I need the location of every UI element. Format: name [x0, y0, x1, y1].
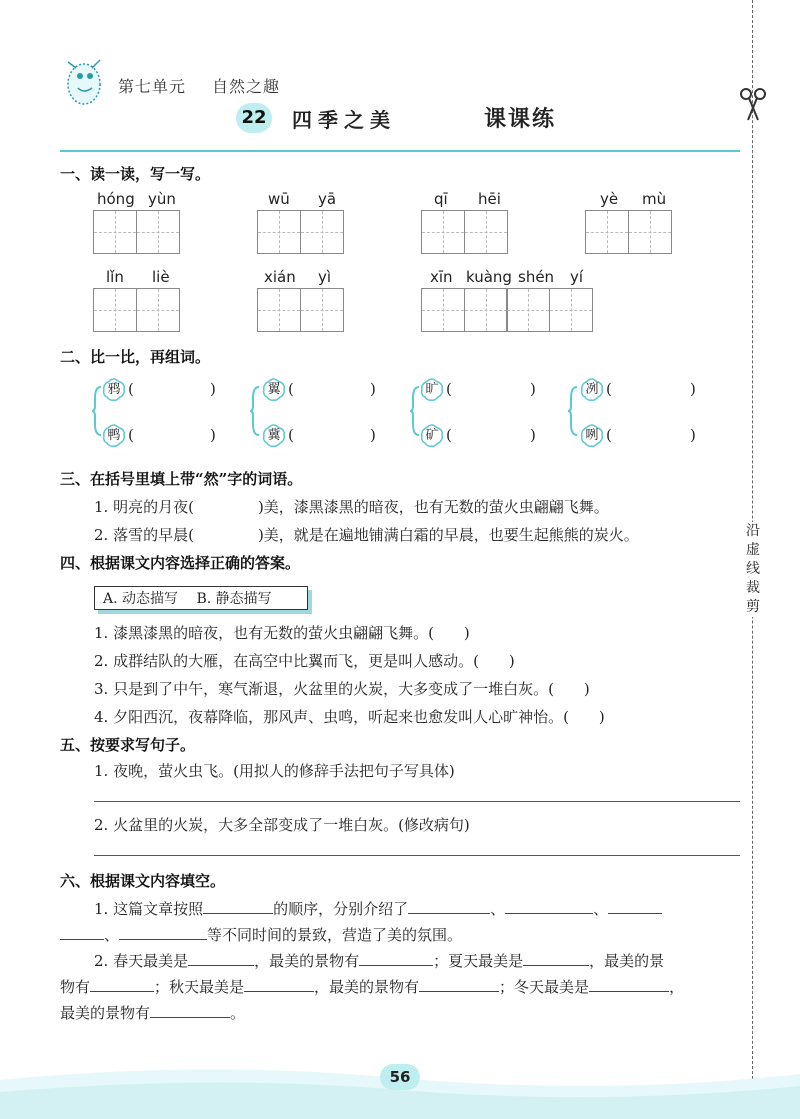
pinyin: yā	[318, 190, 337, 208]
paren: )	[210, 380, 216, 398]
paren: )	[530, 380, 536, 398]
paren: (	[606, 380, 612, 398]
question-line: 1. 这篇文章按照 的顺序，分别介绍了 、 、	[94, 898, 662, 919]
paren: )	[530, 426, 536, 444]
pinyin: xīn	[430, 268, 453, 286]
brace-icon	[250, 386, 260, 436]
options-box: A. 动态描写 B. 静态描写	[94, 586, 308, 610]
question-line: 3. 只是到了中午，寒气渐退，火盆里的火炭，大多变成了一堆白灰。( )	[94, 680, 590, 698]
pinyin: wū	[268, 190, 290, 208]
pinyin: yí	[570, 268, 584, 286]
question-line: 2. 成群结队的大雁，在高空中比翼而飞，更是叫人感动。( )	[94, 652, 515, 670]
question-line: 物有 ；秋天最美是 ，最美的景物有 ；冬天最美是 ，	[60, 978, 685, 996]
page-number: 56	[380, 1064, 420, 1090]
question-line: 2. 落雪的早晨( )美，就是在遍地铺满白霜的早晨，也要生起熊熊的炭火。	[94, 526, 639, 544]
paren: (	[446, 380, 452, 398]
pinyin: liè	[152, 268, 170, 286]
paren: )	[690, 426, 696, 444]
char-top: 冽	[585, 382, 599, 397]
char-bottom: 冀	[267, 428, 281, 443]
pinyin: yùn	[148, 190, 176, 208]
section-6-title: 六、根据课文内容填空。	[60, 872, 226, 890]
fill-blank[interactable]	[188, 951, 254, 966]
question-line: 2. 火盆里的火炭，大多全部变成了一堆白灰。(修改病句)	[94, 816, 470, 834]
paren: )	[370, 380, 376, 398]
paren: )	[370, 426, 376, 444]
paren: )	[690, 380, 696, 398]
writing-grid[interactable]	[586, 210, 672, 254]
unit-theme: 自然之趣	[212, 77, 281, 96]
pinyin: qī	[434, 190, 448, 208]
exercise-type: 课课练	[484, 106, 557, 132]
char-top: 鸦	[107, 382, 121, 397]
section-4-title: 四、根据课文内容选择正确的答案。	[60, 554, 301, 572]
question-line: 2. 春天最美是 ，最美的景物有 ；夏天最美是 ，最美的景	[94, 952, 665, 970]
writing-grid[interactable]	[422, 288, 593, 332]
fill-blank[interactable]	[150, 1003, 230, 1018]
brace-icon	[410, 386, 420, 436]
char-bottom: 咧	[585, 428, 599, 443]
brace-icon	[92, 386, 102, 436]
section-3-title: 三、在括号里填上带“然”字的词语。	[60, 470, 303, 488]
pinyin: shén	[518, 268, 555, 286]
fill-blank[interactable]	[608, 899, 662, 914]
char-bottom: 矿	[425, 428, 439, 443]
pinyin: hóng	[97, 190, 135, 208]
brace-icon	[568, 386, 578, 436]
section-1-title: 一、读一读，写一写。	[60, 165, 211, 183]
writing-grid[interactable]	[94, 210, 180, 254]
question-line: 4. 夕阳西沉，夜幕降临，那风声、虫鸣，听起来也愈发叫人心旷神怡。( )	[94, 708, 605, 726]
fill-blank[interactable]	[60, 925, 104, 940]
paren: (	[446, 426, 452, 444]
pinyin: yè	[600, 190, 619, 208]
answer-line[interactable]	[94, 855, 740, 856]
fill-blank[interactable]	[203, 899, 273, 914]
writing-grid[interactable]	[258, 210, 344, 254]
mascot-icon	[58, 52, 110, 110]
answer-line[interactable]	[94, 801, 740, 802]
question-line: 1. 夜晚，萤火虫飞。(用拟人的修辞手法把句子写具体)	[94, 762, 455, 780]
fill-blank[interactable]	[244, 977, 314, 992]
question-line: 最美的景物有 。	[60, 1004, 246, 1022]
pinyin: yì	[318, 268, 332, 286]
char-top: 翼	[267, 382, 281, 397]
paren: (	[128, 426, 134, 444]
question-line: 、 等不同时间的景致，营造了美的氛围。	[60, 924, 462, 945]
lesson-title: 四季之美	[292, 108, 396, 132]
lesson-number: 22	[236, 103, 272, 133]
char-bottom: 鸭	[107, 428, 121, 443]
fill-blank[interactable]	[523, 951, 589, 966]
cut-label: 沿虚线裁剪	[742, 522, 764, 617]
section-5-title: 五、按要求写句子。	[60, 736, 196, 754]
writing-grid[interactable]	[94, 288, 180, 332]
writing-grid[interactable]	[258, 288, 344, 332]
pinyin: mù	[642, 190, 667, 208]
header-divider	[60, 150, 740, 152]
question-line: 1. 明亮的月夜( )美，漆黑漆黑的暗夜，也有无数的萤火虫翩翩飞舞。	[94, 498, 609, 516]
pinyin: lǐn	[106, 268, 124, 286]
scissors-icon	[738, 86, 768, 122]
fill-blank[interactable]	[408, 899, 490, 914]
fill-blank[interactable]	[589, 977, 669, 992]
section-2-title: 二、比一比，再组词。	[60, 348, 211, 366]
paren: (	[128, 380, 134, 398]
paren: (	[288, 426, 294, 444]
writing-grid[interactable]	[422, 210, 508, 254]
pinyin: kuàng	[466, 268, 512, 286]
char-top: 旷	[425, 382, 439, 397]
fill-blank[interactable]	[419, 977, 499, 992]
unit-label: 第七单元	[118, 77, 187, 96]
fill-blank[interactable]	[505, 899, 593, 914]
pinyin: xián	[264, 268, 296, 286]
fill-blank[interactable]	[359, 951, 433, 966]
paren: )	[210, 426, 216, 444]
fill-blank[interactable]	[119, 925, 207, 940]
question-line: 1. 漆黑漆黑的暗夜，也有无数的萤火虫翩翩飞舞。( )	[94, 624, 470, 642]
paren: (	[288, 380, 294, 398]
paren: (	[606, 426, 612, 444]
fill-blank[interactable]	[90, 977, 154, 992]
pinyin: hēi	[478, 190, 501, 208]
